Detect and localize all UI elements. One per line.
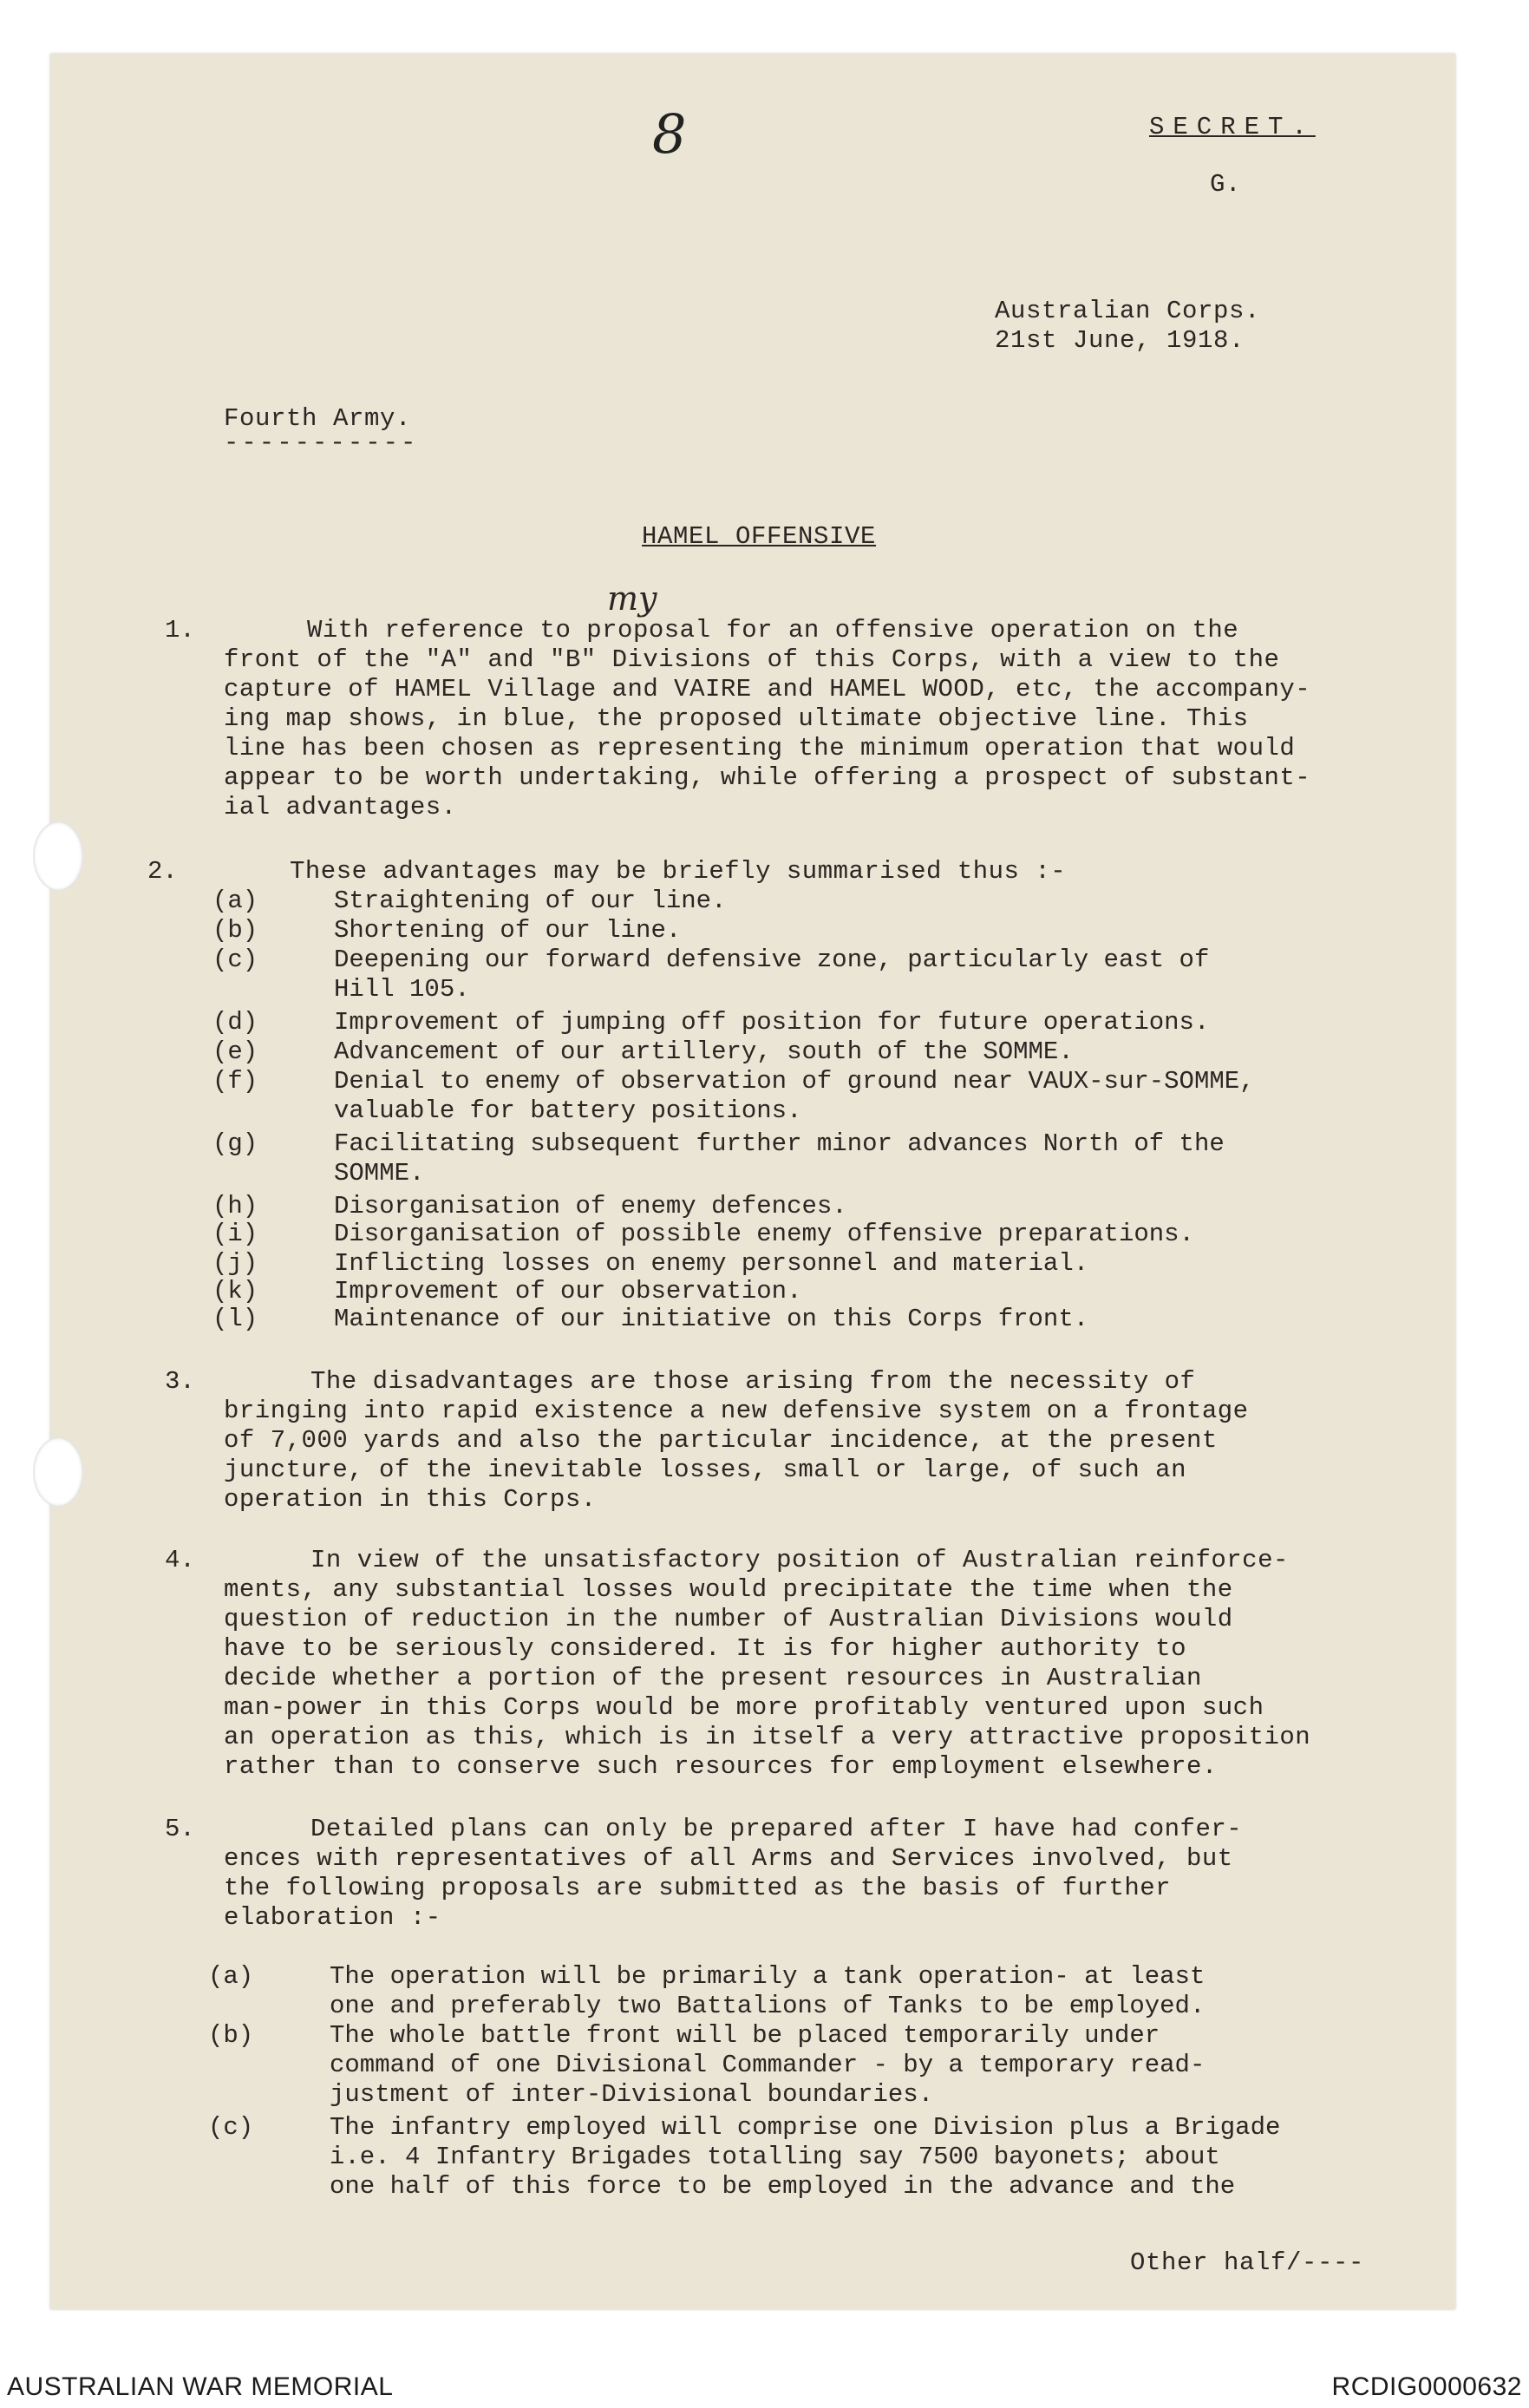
list-item-label: (d) [212,1008,258,1037]
list-item-label: (j) [212,1249,258,1278]
text-line: elaboration :- [224,1903,441,1932]
addressee: Fourth Army. [224,404,412,433]
footer-record-id: RCDIG0000632 [1331,2372,1522,2401]
list-item-text: Disorganisation of possible enemy offensive preparations. [334,1220,1194,1248]
paragraph-4 [224,1546,1310,1782]
text-line: rather than to conserve such resources for employment elsewhere. [224,1752,1218,1781]
branch-mark: G. [1210,170,1242,199]
list-item-text: Hill 105. [334,975,470,1004]
text-line: appear to be worth undertaking, while offering a prospect of substant- [224,763,1311,792]
punch-hole [33,1437,83,1507]
list-item-text: command of one Divisional Commander - by a temporary read- [330,2051,1206,2079]
classification-mark: SECRET. [1149,113,1316,141]
text-line: bringing into rapid existence a new defensive system on a frontage [224,1397,1249,1425]
paragraph-number: 2. [147,857,178,886]
list-item-label: (f) [212,1067,258,1096]
list-item-text: The whole battle front will be placed temporarily under [330,2021,1160,2050]
handwritten-page-number: 8 [652,102,687,166]
list-item-text: SOMME. [334,1159,425,1188]
list-item-text: Improvement of jumping off position for future operations. [334,1008,1210,1037]
list-item-label: (e) [212,1037,258,1066]
list-item-text: valuable for battery positions. [334,1096,802,1125]
list-item-label: (b) [208,2021,254,2050]
text-line: ences with representatives of all Arms and Services involved, but [224,1844,1233,1873]
list-item-text: one and preferably two Battalions of Tanks to be employed. [330,1992,1206,2020]
list-item-text: The infantry employed will comprise one Division plus a Brigade [330,2113,1281,2142]
list-item-label: (c) [208,2113,254,2142]
list-item-text: Shortening of our line. [334,916,682,945]
paragraph-number: 4. [165,1546,195,1574]
list-item-text: The operation will be primarily a tank operation- at least [330,1962,1206,1991]
text-line: the following proposals are submitted as the basis of further [224,1874,1172,1902]
list-item-text: one half of this force to be employed in the advance and the [330,2172,1236,2201]
text-line: capture of HAMEL Village and VAIRE and HAMEL WOOD, etc, the accompany- [224,675,1311,703]
paragraph-3 [224,1367,1249,1515]
punch-hole [33,821,83,891]
document-title: HAMEL OFFENSIVE [642,522,877,551]
list-item-label: (a) [212,887,258,915]
list-item-label: (l) [212,1305,258,1333]
text-line: Detailed plans can only be prepared after I have had confer- [310,1815,1243,1843]
list-item-text: Deepening our forward defensive zone, particularly east of [334,946,1210,974]
paragraph-number: 3. [165,1367,195,1396]
text-line: line has been chosen as representing the minimum operation that would [224,734,1296,762]
text-line: decide whether a portion of the present resources in Australian [224,1664,1202,1692]
text-line: ing map shows, in blue, the proposed ultimate objective line. This [224,704,1249,733]
paragraph-5 [224,1815,1242,1933]
text-line: operation in this Corps. [224,1485,597,1514]
text-line: of 7,000 yards and also the particular incidence, at the present [224,1426,1218,1455]
date: 21st June, 1918. [995,326,1245,355]
list-item-text: Advancement of our artillery, south of the SOMME. [334,1037,1074,1066]
text-line: man-power in this Corps would be more profitably ventured upon such [224,1693,1264,1722]
list-item-text: Disorganisation of enemy defences. [334,1192,847,1220]
list-item-text: Facilitating subsequent further minor advances North of the [334,1129,1225,1158]
list-item-text: i.e. 4 Infantry Brigades totalling say 7500 bayonets; about [330,2143,1220,2171]
list-item-label: (a) [208,1962,254,1991]
text-line: front of the "A" and "B" Divisions of this Corps, with a view to the [224,645,1280,674]
paragraph-number: 1. [165,616,195,645]
text-line: ial advantages. [224,793,457,821]
text-line: The disadvantages are those arising from the necessity of [310,1367,1196,1396]
list-item-text: Inflicting losses on enemy personnel and material. [334,1249,1089,1278]
list-item-label: (h) [212,1192,258,1220]
list-item-label: (g) [212,1129,258,1158]
list-item-text: Improvement of our observation. [334,1277,802,1305]
list-item-text: Maintenance of our initiative on this Corps front. [334,1305,1089,1333]
list-item-label: (k) [212,1277,258,1305]
text-line: juncture, of the inevitable losses, small or large, of such an [224,1456,1186,1484]
list-item-label: (b) [212,916,258,945]
list-item-label: (c) [212,946,258,974]
sender: Australian Corps. [995,297,1261,325]
catchword: Other half/---- [1130,2248,1365,2277]
text-line: have to be seriously considered. It is for higher authority to [224,1634,1186,1663]
list-item-text: justment of inter-Divisional boundaries. [330,2080,934,2109]
list-item-text: Straightening of our line. [334,887,727,915]
paragraph-2-intro [290,857,1066,887]
text-line: question of reduction in the number of Australian Divisions would [224,1605,1233,1633]
list-item-text: Denial to enemy of observation of ground near VAUX-sur-SOMME, [334,1067,1255,1096]
text-line: ments, any substantial losses would precipitate the time when the [224,1575,1233,1604]
paragraph-number: 5. [165,1815,195,1843]
footer-institution: AUSTRALIAN WAR MEMORIAL [7,2372,394,2401]
paragraph-1 [224,616,1310,822]
text-line: These advantages may be briefly summarised thus :- [290,857,1067,886]
list-item-label: (i) [212,1220,258,1248]
text-line: In view of the unsatisfactory position of Australian reinforce- [310,1546,1289,1574]
addressee-rule: ----------- [224,429,419,457]
handwritten-insert: my [607,579,657,618]
text-line: With reference to proposal for an offensive operation on the [307,616,1239,645]
text-line: an operation as this, which is in itself a very attractive proposition [224,1723,1311,1751]
